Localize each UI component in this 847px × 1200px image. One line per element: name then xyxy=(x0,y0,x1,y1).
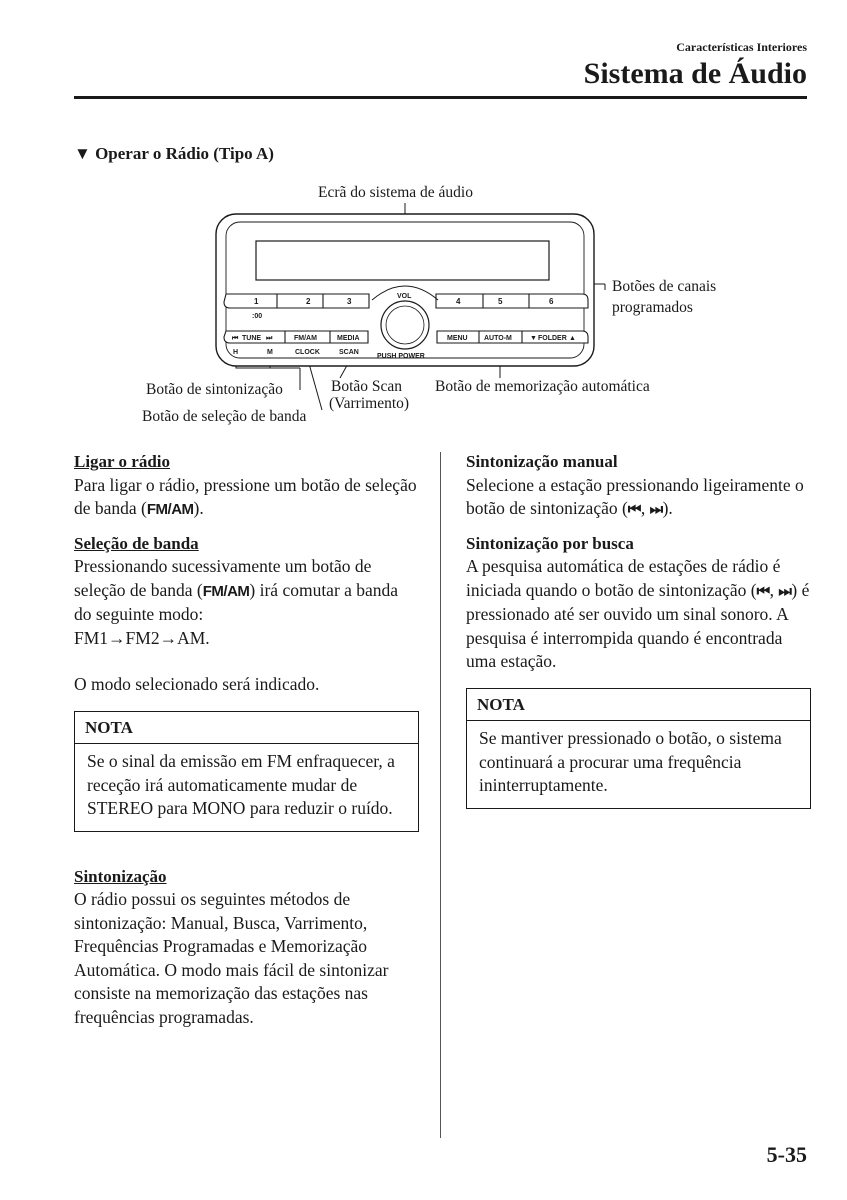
tune-back-icon: ⏮ xyxy=(232,335,239,342)
column-divider xyxy=(440,452,441,1138)
triangle-down-icon: ▼ xyxy=(74,144,91,163)
seek-back-icon: ⏮ xyxy=(756,582,770,600)
paragraph-text: , xyxy=(640,498,650,518)
note-title: NOTA xyxy=(467,689,810,722)
fmam-button-label: FM/AM xyxy=(202,582,250,600)
band-sequence: FM1→FM2→AM. xyxy=(74,627,210,648)
paragraph-seek-tuning xyxy=(466,555,811,674)
heading-seek-tuning: Sintonização por busca xyxy=(466,533,634,553)
paragraph-text: ) é pressionado até ser ouvido um sinal sonoro. A pesquisa é interrompida quando é encontrada uma estação. xyxy=(466,579,810,671)
paragraph-text: Pressionando sucessivamente um botão de seleção de banda ( xyxy=(74,556,372,600)
media-label: MEDIA xyxy=(337,335,360,342)
seek-forward-icon: ⏭ xyxy=(778,582,792,600)
note-text: Se o sinal da emissão em FM enfraquecer, a receção irá automaticamente mudar de STEREO para MONO para reduzir o ruído. xyxy=(87,751,395,818)
automemory-label: AUTO-M xyxy=(484,335,512,342)
heading-band-selection: Seleção de banda xyxy=(74,533,199,553)
heading-tuning: Sintonização xyxy=(74,866,167,886)
paragraph-manual-tuning xyxy=(466,474,811,522)
note-title: NOTA xyxy=(75,712,418,745)
paragraph-text: A pesquisa automática de estações de rádio é iniciada quando o botão de sintonização ( xyxy=(466,556,781,600)
right-column xyxy=(466,450,811,809)
preset-1-label: 1 xyxy=(254,297,259,306)
callout-scan-line1: Botão Scan xyxy=(331,378,403,395)
page-number: 5-35 xyxy=(766,1142,807,1167)
paragraph-text: , xyxy=(769,579,779,600)
callout-band: Botão de seleção de banda xyxy=(142,408,307,425)
note-box-right xyxy=(466,688,811,809)
callout-automemory: Botão de memorização automática xyxy=(435,378,650,395)
callout-screen: Ecrã do sistema de áudio xyxy=(318,184,473,201)
heading-manual-tuning: Sintonização manual xyxy=(466,452,618,471)
scan-label: SCAN xyxy=(339,349,359,356)
folder-label: FOLDER xyxy=(538,335,567,342)
radio-figure xyxy=(0,0,847,440)
paragraph-turn-on xyxy=(74,474,419,522)
paragraph-text: ). xyxy=(193,498,204,518)
paragraph-tuning-methods: O rádio possui os seguintes métodos de sintonização: Manual, Busca, Varrimento, Frequências Programadas e Memorização Automática. O modo mais fácil de sintonizar consiste na memorização das estações nas frequências programadas. xyxy=(74,889,389,1027)
note-box-left xyxy=(74,711,419,832)
paragraph-band-selection xyxy=(74,555,419,627)
paragraph-text: ) irá comutar a banda do seguinte modo: xyxy=(74,579,399,624)
preset-1-sublabel: :00 xyxy=(252,313,263,320)
section-title-text: Operar o Rádio (Tipo A) xyxy=(95,144,274,163)
chapter-subtitle: Características Interiores xyxy=(676,40,807,54)
preset-3-label: 3 xyxy=(347,297,352,306)
preset-2-label: 2 xyxy=(306,297,311,306)
paragraph-text: ). xyxy=(662,498,673,518)
vol-label: VOL xyxy=(397,293,412,300)
preset-5-label: 5 xyxy=(498,297,503,306)
tune-label: TUNE xyxy=(242,335,262,342)
clock-label: CLOCK xyxy=(295,349,320,356)
paragraph-text: Para ligar o rádio, pressione um botão de seleção de banda ( xyxy=(74,474,417,518)
tune-m-label: M xyxy=(267,349,273,356)
seek-back-icon: ⏮ xyxy=(627,501,641,518)
preset-6-label: 6 xyxy=(549,297,554,306)
callout-tuning: Botão de sintonização xyxy=(146,381,283,398)
paragraph-mode-indicated: O modo selecionado será indicado. xyxy=(74,674,320,694)
push-power-label: PUSH POWER xyxy=(377,353,425,360)
volume-knob xyxy=(381,301,429,349)
fmam-button-label: FM/AM xyxy=(146,501,194,518)
fmam-label: FM/AM xyxy=(294,335,317,342)
paragraph-text: Selecione a estação pressionando ligeiramente o botão de sintonização ( xyxy=(466,474,804,518)
folder-up-icon: ▲ xyxy=(569,335,576,342)
menu-label: MENU xyxy=(447,335,468,342)
tune-h-label: H xyxy=(233,349,239,356)
callout-scan-line2: (Varrimento) xyxy=(329,395,410,412)
seek-forward-icon: ⏭ xyxy=(649,501,663,518)
callout-presets-line2: programados xyxy=(612,299,693,316)
preset-4-label: 4 xyxy=(456,297,461,306)
callout-presets-line1: Botões de canais xyxy=(612,278,717,295)
radio-display xyxy=(256,241,549,280)
note-text: Se mantiver pressionado o botão, o sistema continuará a procurar uma frequência ininterruptamente. xyxy=(479,728,782,795)
folder-down-icon: ▼ xyxy=(530,335,537,342)
tune-forward-icon: ⏭ xyxy=(266,335,273,342)
heading-turn-on-radio: Ligar o rádio xyxy=(74,452,171,471)
chapter-title: Sistema de Áudio xyxy=(583,57,807,90)
left-column xyxy=(74,450,419,1029)
